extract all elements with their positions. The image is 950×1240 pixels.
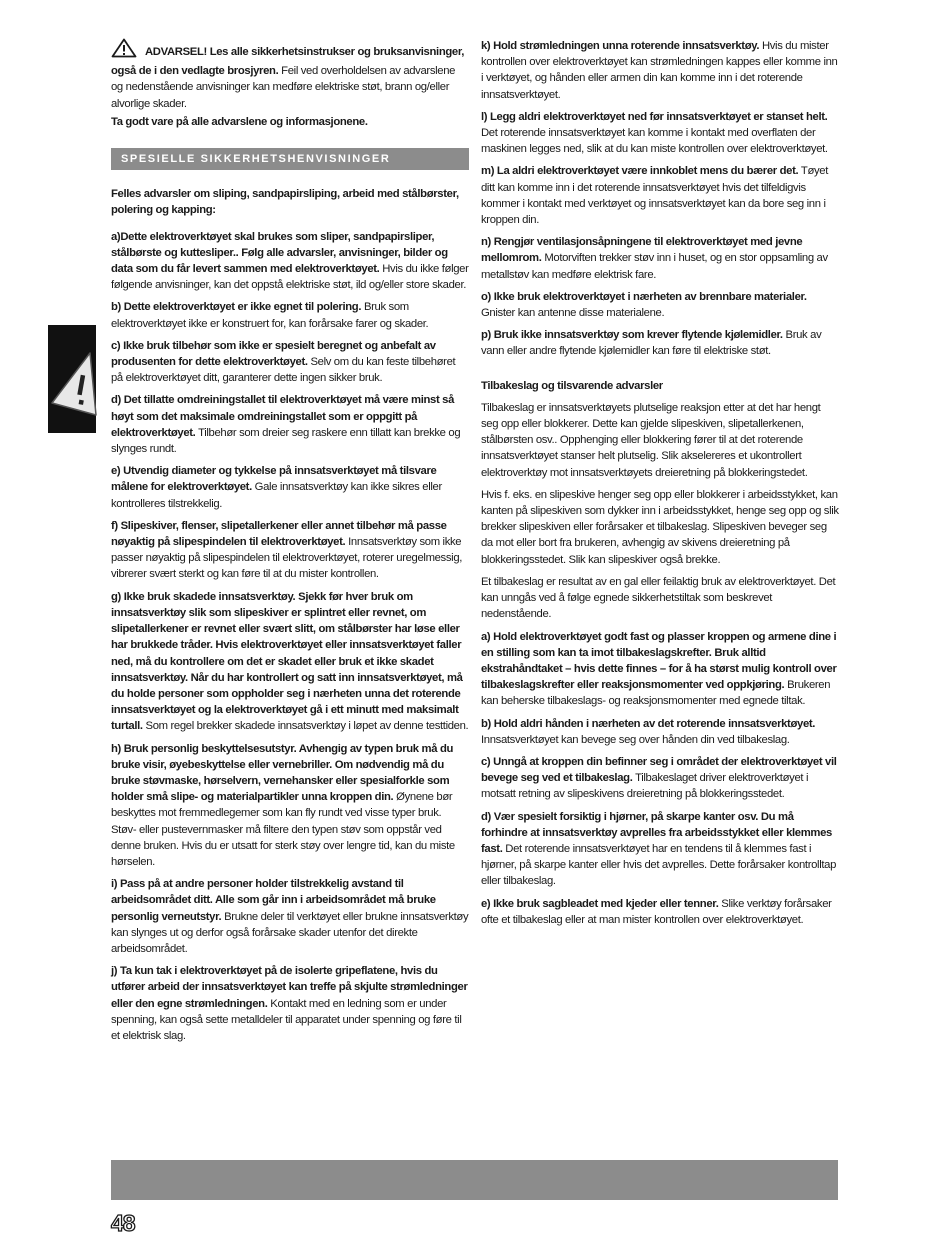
safety-item-i: i) Pass på at andre personer holder tilstrekkelig avstand til arbeidsområdet ditt. Alle som går inn i arbeidsområdet må bruke personlig verneutstyr. Brukne deler til verktøyet eller brukne innsatsverktøy kan slynges ut og derfor også forårsake skader utenfor det direkte arbeidsområdet.	[111, 878, 469, 955]
safety-item-o: o) Ikke bruk elektroverktøyet i nærheten av brennbare materialer. Gnister kan antenne disse materialene.	[481, 290, 807, 320]
kickback-item-a: a) Hold elektroverktøyet godt fast og plasser kroppen og armene dine i en stilling som kan ta imot tilbakeslagskrefter. Bruk alltid ekstrahåndtaket – hvis dette finnes – for å ha størst mulig kontroll over tilbakeslagskrefter eller reaksjonsmomenter ved oppkjøring. Brukeren kan beherske tilbakeslags- og reaksjonsmomenter med egnede tiltak.	[481, 630, 837, 708]
warning-triangle-icon	[111, 38, 137, 63]
kickback-item-e: e) Ikke bruk sagbleadet med kjeder eller tenner. Slike verktøy forårsaker ofte et tilbakeslag eller at man mister kontrollen over elektroverktøyet.	[481, 897, 832, 926]
right-column	[481, 38, 839, 934]
kickback-paragraph-3: Et tilbakeslag er resultat av en gal eller feilaktig bruk av elektroverktøyet. Det kan unngås ved å følge egnede sikkerhetstiltak som beskrevet nedenstående.	[481, 575, 836, 621]
safety-item-h: h) Bruk personlig beskyttelsesutstyr. Avhengig av typen bruk må du bruke visir, øyebeskyttelse eller vernebriller. Om nødvendig må du bruke støvmaske, hørselvern, vernehansker eller spesialforkle som holder små slipe- og materialpartikler unna kroppen din. Øynene bør beskyttes mot fremmedlegemer som kan fly rundt ved visse typer bruk. Støv- eller pustevernmasker må filtere den typen støv som oppstår ved denne bruken. Hvis du er utsatt for sterk støy over lengre tid, kan du miste hørselen.	[111, 742, 455, 868]
safety-item-p: p) Bruk ikke innsatsverktøy som krever flytende kjølemidler. Bruk av vann eller andre flytende kjølemidler kan føre til elektriske støt.	[481, 329, 822, 358]
safety-item-k: k) Hold strømledningen unna roterende innsatsverktøy. Hvis du mister kontrollen over elektroverktøyet kan strømledningen kappes eller komme inn i verktøyet, og hånden eller armen din kan komme inn i det roterende innsatsverktøyet.	[481, 40, 838, 101]
warning-text: Feil ved overholdelsen av advarslene og nedenstående anvisninger kan medføre elektriske støt, brann og/eller alvorlige skader.	[111, 65, 456, 110]
warning-bold: ADVARSEL! Les alle sikkerhetsinstrukser og bruksanvisninger, også de i den vedlagte brosjyren.	[111, 46, 465, 78]
warning-paragraph	[111, 38, 469, 112]
section-title: SPESIELLE SIKKERHETSHENVISNINGER	[111, 148, 469, 170]
kickback-item-d: d) Vær spesielt forsiktig i hjørner, på skarpe kanter osv. Du må forhindre at innsatsverktøy avprelles fra arbeidsstykket eller klemmes fast. Det roterende innsatsverktøyet har en tendens til å klemmes fast i hjørner, på skarpe kanter eller hvis det avprelles. Dette forårsaker kontrolltap eller tilbakeslag.	[481, 810, 837, 888]
safety-item-j: j) Ta kun tak i elektroverktøyet på de isolerte gripeflatene, hvis du utfører arbeid der innsatsverktøyet kan treffe på skjulte strømledninger eller den egne strømledningen. Kontakt med en ledning som er under spenning, kan også sette metalldeler til apparatet under spenning og føre til et elektrisk slag.	[111, 965, 468, 1042]
kickback-paragraph-1: Tilbakeslag er innsatsverktøyets plutselige reaksjon etter at det har hengt seg opp eller blokkerer. Dette kan gjelde slipeskiven, slipetallerkenen, stålbørsten osv.. Opphenging eller blokkering fører til at det roterende innsatsverktøyet stanser helt plutselig. Slik akselereres et ukontrollert elektroverktøy mot innsatsverktøyets dreieretning på blokkeringstedet.	[481, 401, 821, 479]
safety-item-d: d) Det tillatte omdreiningstallet til elektroverktøyet må være minst så høyt som det maksimale omdreiningstallet som er oppgitt på elektroverktøyet. Tilbehør som dreier seg raskere enn tillatt kan brekke og slynges rundt.	[111, 394, 461, 456]
safety-item-m: m) La aldri elektroverktøyet være innkoblet mens du bærer det. Tøyet ditt kan komme inn i det roterende innsatsverktøyet hvis det tilfeldigvis kommer i kontakt med verktøyet og innsatsverktøyet kan da bore seg inn i kroppen din.	[481, 165, 829, 227]
kickback-item-c: c) Unngå at kroppen din befinner seg i området der elektroverktøyet vil bevege seg ved et tilbakeslag. Tilbakeslaget driver elektroverktøyet i motsatt retning av slipeskivens dreieretning på blokkeringsstedet.	[481, 755, 837, 801]
kickback-heading: Tilbakeslag og tilsvarende advarsler	[481, 379, 663, 392]
kickback-paragraph-2: Hvis f. eks. en slipeskive henger seg opp eller blokkerer i arbeidsstykket, kan kanten på slipeskiven som dykker inn i arbeidsstykket, henge seg opp og slik brekker slipeskiven eller forårsaker et tilbakeslag. Slipeskiven beveger seg da mot eller bort fra brukeren, avhengig av skivens dreieretning på blokkeringsstedet. Slik kan slipeskiver også brekke.	[481, 488, 839, 566]
safety-item-a: a)Dette elektroverktøyet skal brukes som sliper, sandpapirsliper, stålbørste og kuttesliper.. Følg alle advarsler, anvisninger, bilder og data som du får levert sammen med elektroverktøyet. Hvis du ikke følger følgende anvisninger, kan det oppstå elektriske støt, ild og/eller store skader.	[111, 230, 469, 292]
safety-item-n: n) Rengjør ventilasjonsåpningene til elektroverktøyet med jevne mellomrom. Motorviften trekker støv inn i huset, og en stor oppsamling av metallstøv kan medføre elektrisk fare.	[481, 236, 828, 281]
safety-item-e: e) Utvendig diameter og tykkelse på innsatsverktøyet må tilsvare målene for elektroverktøyet. Gale innsatsverktøy kan ikke sikres eller kontrolleres tilstrekkelig.	[111, 465, 442, 510]
page-number: 48	[111, 1210, 135, 1236]
left-column	[111, 38, 469, 1050]
intro-heading: Felles advarsler om sliping, sandpapirsliping, arbeid med stålbørster, polering og kapping:	[111, 188, 459, 217]
side-warning-tab	[48, 325, 96, 433]
safety-item-c: c) Ikke bruk tilbehør som ikke er spesielt beregnet og anbefalt av produsenten for dette elektroverktøyet. Selv om du kan feste tilbehøret på elektroverktøyet ditt, garanterer dette ingen sikker bruk.	[111, 339, 456, 385]
safety-item-f: f) Slipeskiver, flenser, slipetallerkener eller annet tilbehør må passe nøyaktig på slipespindelen til elektroverktøyet. Innsatsverktøy som ikke passer nøyaktig på slipespindelen til elektroverktøyet, roterer uregelmessig, vibrerer svært sterkt og kan føre til at du mister kontrollen.	[111, 519, 463, 581]
footer-bar	[111, 1160, 838, 1200]
kickback-item-b: b) Hold aldri hånden i nærheten av det roterende innsatsverktøyet. Innsatsverktøyet kan bevege seg over hånden din ved tilbakeslag.	[481, 717, 816, 746]
large-warning-icon	[46, 345, 100, 419]
safety-item-l: l) Legg aldri elektroverktøyet ned før innsatsverktøyet er stanset helt. Det roterende innsatsverktøyet kan komme i kontakt med overflaten der maskinen legges ned, slik at du kan miste kontrollen over elektroverktøyet.	[481, 110, 828, 156]
safety-item-b: b) Dette elektroverktøyet er ikke egnet til polering. Bruk som elektroverktøyet ikke er konstruert for, kan forårsake farer og skader.	[111, 301, 429, 330]
warning-keep: Ta godt vare på alle advarslene og informasjonene.	[111, 115, 368, 128]
safety-item-g: g) Ikke bruk skadede innsatsverktøy. Sjekk før hver bruk om innsatsverktøy slik som slipeskiver er splintret eller revnet, om slipetallerkener er revnet eller svært slitt, om stålbørster har løse eller har brukkede tråder. Hvis elektroverktøyet eller innsatsverktøyet faller ned, må du kontrollere om det er skadet eller bruk et ikke skadet innsatsverktøy. Når du har kontrollert og satt inn innsatsverktøyet, må du holde personer som oppholder seg i nærheten unna det roterende innsatsverktøyet og la elektroverktøyet gå i ett minutt med maksimalt turtall. Som regel brekker skadede innsatsverktøy i løpet av denne testtiden.	[111, 590, 469, 733]
